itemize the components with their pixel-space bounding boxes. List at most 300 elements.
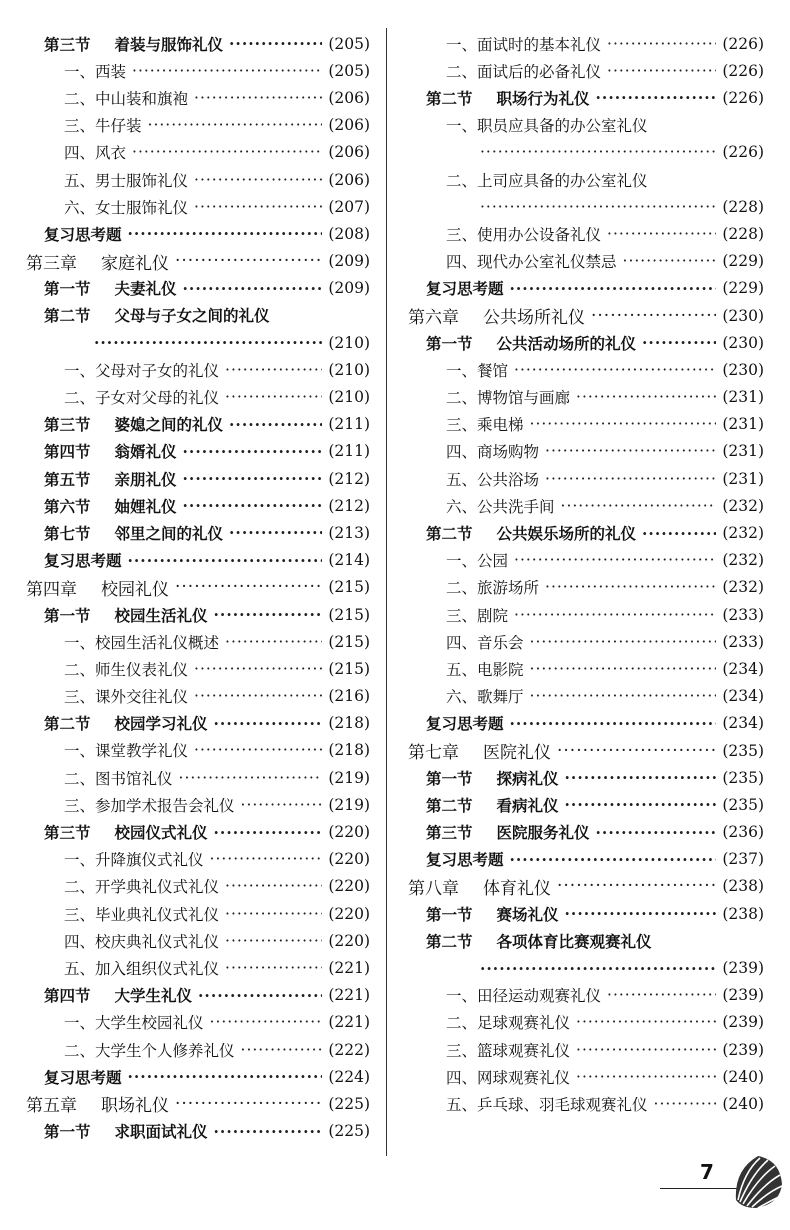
- toc-page-number: (221): [328, 1013, 370, 1032]
- toc-entry-label: [22, 196, 188, 218]
- toc-entry-item[interactable]: [22, 166, 370, 193]
- toc-entry-number: 第六节: [44, 496, 91, 516]
- toc-entry-item[interactable]: [408, 1090, 764, 1117]
- toc-entry-title: 一、餐馆: [446, 361, 509, 380]
- toc-entry-number: 第三章: [26, 253, 77, 274]
- toc-entry-title: 公共场所礼仪: [483, 308, 585, 328]
- toc-page-number: (219): [328, 768, 370, 787]
- toc-entry-label: [408, 522, 636, 544]
- toc-entry-item[interactable]: [408, 683, 764, 710]
- toc-entry-number: 第二节: [426, 931, 473, 951]
- toc-leader-dots: [607, 62, 716, 80]
- toc-page-number: (205): [328, 34, 370, 53]
- toc-leader-dots: [175, 251, 322, 271]
- toc-entry-review[interactable]: [22, 547, 370, 574]
- toc-page-number: (207): [328, 197, 370, 216]
- toc-entry-label: [408, 604, 508, 626]
- toc-entry-label: [22, 413, 223, 435]
- toc-entry-label: [22, 440, 177, 462]
- toc-entry-item[interactable]: [22, 356, 370, 383]
- toc-entry-label: [408, 1039, 570, 1061]
- toc-entry-title: 家庭礼仪: [101, 253, 169, 274]
- toc-leader-dots: [225, 633, 322, 651]
- toc-entry-label: [408, 549, 508, 571]
- toc-page-number: (231): [722, 442, 764, 461]
- toc-leader-dots: [128, 1067, 323, 1086]
- toc-leader-dots: [642, 524, 716, 543]
- toc-entry-chapter[interactable]: [408, 873, 764, 900]
- toc-entry-item[interactable]: [408, 438, 764, 465]
- toc-leader-dots: [607, 225, 716, 243]
- toc-entry-section[interactable]: [408, 818, 764, 845]
- toc-entry-review[interactable]: [22, 1063, 370, 1090]
- toc-entry-item[interactable]: [408, 982, 764, 1009]
- toc-leader-dots: [183, 279, 323, 298]
- toc-entry-item[interactable]: [22, 628, 370, 655]
- toc-entry-label: [22, 87, 188, 109]
- toc-leader-dots: [530, 687, 717, 705]
- toc-entry-number: 第四节: [44, 442, 91, 462]
- toc-entry-label: [22, 930, 219, 952]
- toc-page-number: (206): [328, 88, 370, 107]
- toc-entry-title: 五、男士服饰礼仪: [64, 171, 189, 190]
- toc-right-column: [408, 30, 764, 1118]
- toc-leader-dots: [565, 768, 717, 787]
- toc-entry-label: [408, 386, 570, 408]
- toc-page-number: (226): [722, 61, 764, 80]
- toc-entry-title: 二、师生仪表礼仪: [64, 660, 189, 679]
- toc-page-number: (216): [328, 687, 370, 706]
- toc-entry-title: 六、歌舞厅: [446, 688, 524, 707]
- toc-entry-item[interactable]: [22, 900, 370, 927]
- toc-entry-title: 校园礼仪: [101, 579, 169, 600]
- toc-leader-dots: [530, 415, 717, 433]
- toc-entry-title: 公共活动场所的礼仪: [496, 333, 637, 353]
- toc-entry-title: 探病礼仪: [496, 768, 559, 788]
- toc-entry-item[interactable]: [408, 220, 764, 247]
- toc-entry-label: [22, 957, 219, 979]
- toc-entry-item[interactable]: [408, 112, 764, 166]
- toc-entry-section[interactable]: [408, 329, 764, 356]
- toc-entry-label: [408, 223, 601, 245]
- toc-leader-dots: [480, 198, 716, 216]
- toc-entry-title: 校园生活礼仪: [114, 605, 208, 625]
- toc-entry-title: 三、牛仔装: [64, 117, 142, 136]
- toc-entry-title: 各项体育比赛观赛礼仪: [496, 931, 652, 951]
- toc-leader-dots: [194, 741, 322, 759]
- toc-entry-item[interactable]: [22, 655, 370, 682]
- toc-entry-item[interactable]: [408, 492, 764, 519]
- toc-entry-label: [408, 767, 559, 789]
- toc-entry-label: [408, 60, 601, 82]
- toc-entry-label: [408, 114, 648, 136]
- toc-entry-title: 六、女士服饰礼仪: [64, 198, 189, 217]
- toc-entry-title: 三、剧院: [446, 606, 509, 625]
- toc-entry-title: 一、父母对子女的礼仪: [64, 361, 220, 380]
- toc-entry-title: 校园仪式礼仪: [114, 823, 208, 843]
- toc-entry-number: 第一节: [426, 768, 473, 788]
- toc-leader-dots: [623, 252, 717, 270]
- toc-entry-chapter[interactable]: [22, 248, 370, 275]
- toc-entry-title: 体育礼仪: [483, 878, 551, 899]
- toc-entry-section[interactable]: [22, 411, 370, 438]
- toc-entry-title: 职场礼仪: [101, 1096, 169, 1117]
- toc-entry-review[interactable]: [408, 275, 764, 302]
- toc-entry-title: 一、校园生活礼仪概述: [64, 633, 220, 652]
- toc-page-number: (240): [722, 1094, 764, 1113]
- toc-entry-label: [22, 60, 126, 82]
- toc-leader-dots: [194, 687, 322, 705]
- toc-entry-label: [408, 1093, 648, 1115]
- toc-leader-dots: [530, 660, 717, 678]
- toc-entry-title: 三、使用办公设备礼仪: [446, 225, 602, 244]
- toc-page-number: (230): [722, 333, 764, 352]
- toc-entry-label: [22, 821, 208, 843]
- toc-page-number: (221): [328, 958, 370, 977]
- toc-entry-item[interactable]: [22, 846, 370, 873]
- toc-page-number: (232): [722, 578, 764, 597]
- toc-leader-dots: [128, 551, 323, 570]
- toc-entry-label: [408, 631, 524, 653]
- toc-entry-title: 夫妻礼仪: [114, 279, 177, 299]
- toc-entry-label: [408, 984, 601, 1006]
- toc-page-number: (232): [722, 496, 764, 515]
- toc-entry-chapter[interactable]: [408, 737, 764, 764]
- toc-entry-label: [22, 468, 177, 490]
- toc-entry-section[interactable]: [408, 900, 764, 927]
- toc-page-number: (210): [328, 388, 370, 407]
- toc-leader-dots: [480, 143, 716, 161]
- toc-entry-section[interactable]: [408, 927, 764, 981]
- toc-entry-label: [408, 413, 524, 435]
- toc-entry-chapter[interactable]: [408, 302, 764, 329]
- toc-page-number: (234): [722, 659, 764, 678]
- toc-entry-label: [22, 848, 204, 870]
- toc-entry-item[interactable]: [22, 927, 370, 954]
- toc-entry-item[interactable]: [22, 1036, 370, 1063]
- toc-page-number: (212): [328, 469, 370, 488]
- toc-page-number: (224): [328, 1067, 370, 1086]
- toc-leader-dots: [565, 904, 717, 923]
- toc-page-number: (230): [722, 306, 764, 325]
- toc-page-number: (206): [328, 170, 370, 189]
- toc-entry-section[interactable]: [22, 275, 370, 302]
- toc-page-number: (220): [328, 823, 370, 842]
- toc-entry-title: 三、课外交往礼仪: [64, 688, 189, 707]
- toc-entry-title: 二、博物馆与画廊: [446, 389, 571, 408]
- toc-entry-section[interactable]: [22, 302, 370, 356]
- toc-entry-number: 第三节: [426, 823, 473, 843]
- toc-entry-title: 二、开学典礼仪式礼仪: [64, 878, 220, 897]
- toc-entry-title: 邻里之间的礼仪: [114, 523, 224, 543]
- toc-entry-number: 第三节: [44, 415, 91, 435]
- toc-leader-dots: [576, 1013, 716, 1031]
- toc-entry-label: [22, 875, 219, 897]
- toc-entry-label: [22, 386, 219, 408]
- toc-entry-number: 第三节: [44, 823, 91, 843]
- toc-entry-number: 第六章: [408, 308, 459, 328]
- toc-entry-chapter[interactable]: [22, 574, 370, 601]
- page-number: 7: [700, 1160, 714, 1184]
- toc-entry-label: [408, 303, 585, 328]
- toc-entry-section[interactable]: [22, 465, 370, 492]
- toc-entry-section[interactable]: [22, 982, 370, 1009]
- toc-entry-section[interactable]: [22, 818, 370, 845]
- toc-leader-dots: [225, 905, 322, 923]
- toc-entry-label: [408, 495, 555, 517]
- toc-leader-dots: [229, 34, 322, 53]
- toc-entry-label: [22, 249, 169, 274]
- toc-entry-label: [408, 903, 559, 925]
- toc-entry-title: 二、子女对父母的礼仪: [64, 389, 220, 408]
- toc-page-number: (229): [722, 279, 764, 298]
- toc-page-number: (235): [722, 741, 764, 760]
- toc-entry-title: 二、面试后的必备礼仪: [446, 62, 602, 81]
- toc-entry-title: 四、商场购物: [446, 443, 540, 462]
- toc-entry-title: 公共娱乐场所的礼仪: [496, 524, 637, 543]
- toc-page-number: (231): [722, 415, 764, 434]
- toc-page-number: (234): [722, 687, 764, 706]
- toc-page-number: (226): [722, 143, 764, 162]
- toc-entry-item[interactable]: [22, 791, 370, 818]
- toc-entry-title: 看病礼仪: [496, 795, 559, 815]
- toc-entry-label: [22, 277, 177, 299]
- toc-entry-item[interactable]: [408, 547, 764, 574]
- toc-page-number: (238): [722, 877, 764, 896]
- toc-entry-title: 医院服务礼仪: [496, 823, 590, 843]
- toc-entry-section[interactable]: [408, 764, 764, 791]
- toc-page-number: (219): [328, 795, 370, 814]
- toc-entry-number: 第一节: [426, 904, 473, 924]
- toc-entry-label: [22, 767, 173, 789]
- toc-leader-dots: [225, 877, 322, 895]
- toc-entry-number: 第七章: [408, 743, 459, 763]
- toc-page-number: (211): [328, 442, 370, 461]
- toc-page-number: (226): [722, 88, 764, 107]
- toc-page-number: (220): [328, 904, 370, 923]
- toc-entry-title: 求职面试礼仪: [114, 1122, 208, 1142]
- toc-entry-title: 三、乘电梯: [446, 416, 524, 435]
- toc-entry-label: [22, 794, 235, 816]
- toc-entry-item[interactable]: [22, 954, 370, 981]
- toc-leader-dots: [654, 1095, 717, 1113]
- toc-page-number: (228): [722, 224, 764, 243]
- toc-entry-item[interactable]: [22, 764, 370, 791]
- toc-entry-item[interactable]: [22, 873, 370, 900]
- toc-page-number: (225): [328, 1094, 370, 1113]
- toc-page-number: (221): [328, 986, 370, 1005]
- toc-entry-item[interactable]: [22, 737, 370, 764]
- toc-page-number: (213): [328, 523, 370, 542]
- toc-page-number: (205): [328, 61, 370, 80]
- toc-entry-title: 四、风衣: [64, 144, 127, 163]
- toc-page-number: (239): [722, 1013, 764, 1032]
- toc-entry-title: 三、篮球观赛礼仪: [446, 1041, 571, 1060]
- toc-entry-number: 第一节: [44, 279, 91, 299]
- toc-leader-dots: [198, 986, 322, 1005]
- toc-entry-item[interactable]: [408, 574, 764, 601]
- toc-entry-item[interactable]: [408, 248, 764, 275]
- toc-entry-chapter[interactable]: [22, 1090, 370, 1117]
- toc-entry-label: [22, 549, 122, 571]
- toc-entry-title: 一、西装: [64, 62, 127, 81]
- toc-entry-item[interactable]: [22, 1009, 370, 1036]
- toc-entry-item[interactable]: [408, 166, 764, 220]
- toc-entry-item[interactable]: [408, 30, 764, 57]
- toc-entry-number: 第五章: [26, 1096, 77, 1117]
- toc-leader-dots: [642, 333, 716, 352]
- toc-entry-item[interactable]: [408, 383, 764, 410]
- toc-entry-label: [408, 359, 508, 381]
- toc-entry-label: [408, 1066, 570, 1088]
- toc-entry-number: 第二节: [426, 524, 473, 543]
- toc-entry-title: 五、加入组织仪式礼仪: [64, 959, 220, 978]
- toc-entry-label: [22, 169, 188, 191]
- toc-page-number: (220): [328, 877, 370, 896]
- toc-page-number: (231): [722, 388, 764, 407]
- toc-entry-number: 第一节: [44, 1122, 91, 1142]
- toc-leader-dots: [183, 442, 323, 461]
- toc-page-number: (206): [328, 116, 370, 135]
- toc-entry-label: [408, 685, 524, 707]
- toc-entry-item[interactable]: [408, 1063, 764, 1090]
- toc-entry-item[interactable]: [408, 1009, 764, 1036]
- toc-entry-title: 六、公共洗手间: [446, 497, 555, 516]
- toc-leader-dots: [225, 361, 322, 379]
- toc-entry-item[interactable]: [408, 1036, 764, 1063]
- toc-entry-section[interactable]: [408, 519, 764, 546]
- toc-entry-title: 一、职员应具备的办公室礼仪: [446, 117, 648, 136]
- toc-page-number: (220): [328, 931, 370, 950]
- toc-entry-section[interactable]: [408, 791, 764, 818]
- toc-leader-dots: [210, 1013, 323, 1031]
- toc-leader-dots: [557, 741, 716, 761]
- toc-entry-title: 赛场礼仪: [496, 904, 559, 924]
- toc-entry-item[interactable]: [22, 84, 370, 111]
- toc-page-number: (235): [722, 768, 764, 787]
- toc-entry-label: [22, 604, 208, 626]
- toc-entry-label: [408, 332, 636, 354]
- toc-entry-title: 二、足球观赛礼仪: [446, 1014, 571, 1033]
- toc-entry-label: [408, 33, 601, 55]
- toc-entry-label: [22, 658, 188, 680]
- toc-page-number: (228): [722, 197, 764, 216]
- toc-entry-label: [408, 874, 551, 899]
- seashell-icon: [728, 1150, 784, 1210]
- toc-leader-dots: [132, 143, 322, 161]
- toc-entry-label: [22, 1120, 208, 1142]
- toc-entry-section[interactable]: [22, 438, 370, 465]
- toc-entry-label: [22, 1039, 235, 1061]
- toc-leader-dots: [607, 35, 716, 53]
- toc-entry-title: 一、大学生校园礼仪: [64, 1014, 204, 1033]
- toc-entry-label: [22, 359, 219, 381]
- toc-entry-item[interactable]: [408, 356, 764, 383]
- toc-entry-item[interactable]: [408, 628, 764, 655]
- toc-entry-section[interactable]: [22, 519, 370, 546]
- toc-entry-section[interactable]: [22, 30, 370, 57]
- toc-entry-section[interactable]: [408, 84, 764, 111]
- toc-page-number: (240): [722, 1067, 764, 1086]
- toc-entry-item[interactable]: [22, 112, 370, 139]
- toc-entry-review[interactable]: [408, 710, 764, 737]
- toc-entry-number: 第四章: [26, 579, 77, 600]
- toc-page-number: (215): [328, 605, 370, 624]
- toc-leader-dots: [514, 606, 716, 624]
- toc-leader-dots: [545, 578, 716, 596]
- toc-entry-section[interactable]: [22, 492, 370, 519]
- toc-entry-label: [22, 304, 270, 326]
- toc-entry-title: 五、乒乓球、羽毛球观赛礼仪: [446, 1095, 648, 1114]
- toc-entry-label: [408, 87, 590, 109]
- toc-entry-number: 第二节: [44, 306, 91, 326]
- toc-page-number: (232): [722, 524, 764, 542]
- toc-entry-label: [22, 223, 122, 245]
- column-divider: [386, 28, 387, 1156]
- toc-page-number: (225): [328, 1122, 370, 1141]
- toc-entry-label: [408, 821, 590, 843]
- toc-entry-label: [408, 658, 524, 680]
- toc-entry-title: 复习思考题: [426, 850, 504, 870]
- toc-leader-dots: [480, 959, 716, 978]
- toc-entry-label: [408, 712, 504, 734]
- toc-leader-dots: [183, 469, 323, 488]
- toc-entry-title: 校园学习礼仪: [114, 714, 208, 734]
- toc-entry-section[interactable]: [22, 601, 370, 628]
- toc-entry-label: [408, 930, 652, 952]
- toc-entry-item[interactable]: [22, 139, 370, 166]
- toc-leader-dots: [607, 986, 716, 1004]
- toc-entry-item[interactable]: [22, 193, 370, 220]
- toc-entry-title: 一、课堂教学礼仪: [64, 742, 189, 761]
- toc-entry-review[interactable]: [408, 846, 764, 873]
- toc-entry-number: 第三节: [44, 34, 91, 54]
- toc-entry-label: [408, 440, 539, 462]
- toc-leader-dots: [510, 279, 717, 298]
- toc-entry-number: 第四节: [44, 986, 91, 1006]
- toc-entry-label: [22, 141, 126, 163]
- toc-entry-item[interactable]: [408, 465, 764, 492]
- toc-entry-title: 复习思考题: [44, 1067, 122, 1087]
- toc-entry-number: 第一节: [426, 333, 473, 353]
- toc-entry-item[interactable]: [408, 57, 764, 84]
- toc-leader-dots: [596, 823, 717, 842]
- toc-entry-title: 二、上司应具备的办公室礼仪: [446, 171, 648, 190]
- toc-entry-label: [22, 495, 177, 517]
- toc-entry-label: [22, 114, 142, 136]
- toc-entry-title: 着装与服饰礼仪: [114, 34, 224, 54]
- toc-page-number: (210): [328, 360, 370, 379]
- toc-entry-label: [22, 1011, 204, 1033]
- toc-entry-section[interactable]: [22, 1118, 370, 1145]
- toc-entry-title: 大学生礼仪: [114, 986, 193, 1006]
- toc-entry-title: 二、大学生个人修养礼仪: [64, 1041, 235, 1060]
- toc-entry-number: 第二节: [426, 88, 473, 108]
- toc-entry-item[interactable]: [408, 655, 764, 682]
- toc-entry-number: 第二节: [44, 714, 91, 734]
- toc-entry-section[interactable]: [22, 710, 370, 737]
- toc-entry-item[interactable]: [408, 411, 764, 438]
- toc-leader-dots: [229, 523, 322, 542]
- toc-entry-review[interactable]: [22, 220, 370, 247]
- toc-entry-item[interactable]: [22, 57, 370, 84]
- toc-leader-dots: [132, 62, 322, 80]
- toc-entry-item[interactable]: [22, 383, 370, 410]
- toc-leader-dots: [576, 1041, 716, 1059]
- toc-entry-item[interactable]: [22, 683, 370, 710]
- toc-entry-title: 五、电影院: [446, 660, 524, 679]
- toc-entry-item[interactable]: [408, 601, 764, 628]
